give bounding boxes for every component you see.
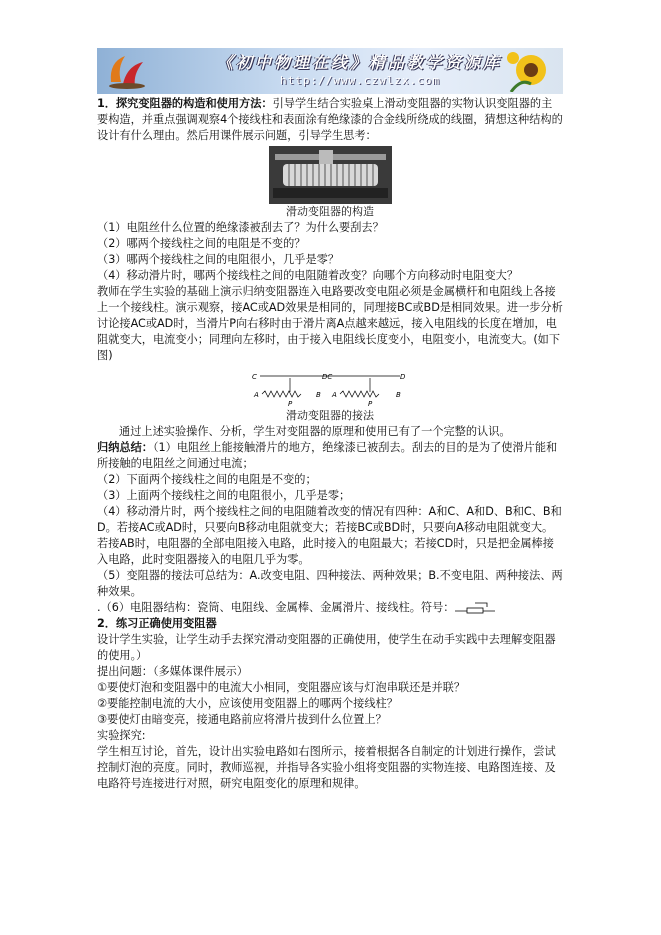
label-a1: A xyxy=(254,391,259,399)
questions-label: 提出问题：（多媒体课件展示） xyxy=(97,665,249,678)
practice-question-1: ①要使灯泡和变阻器中的电流大小相同，变阻器应该与灯泡串联还是并联？ xyxy=(97,681,466,694)
banner-url: http://www.czwlzx.com xyxy=(280,74,441,87)
question-3: （3）哪两个接线柱之间的电阻很小，几乎是零？ xyxy=(97,253,340,266)
sunflower-image xyxy=(501,50,557,92)
rheostat-connection-diagram xyxy=(250,368,410,408)
conclusion-line-5: （5）变阻器的接法可总结为：A.改变电阻、四种接法、两种效果；B.不变电阻、两种接法、两种效果。 xyxy=(97,569,563,598)
lesson-content xyxy=(97,96,563,792)
question-4: （4）移动滑片时，哪两个接线柱之间的电阻随着改变？向哪个方向移动时电阻变大？ xyxy=(97,269,519,282)
site-logo xyxy=(105,52,149,90)
conclusion-line-6 xyxy=(97,600,563,616)
rheostat-symbol-icon xyxy=(455,602,495,614)
fig1-caption: 滑动变阻器的构造 xyxy=(286,205,374,218)
label-p2: P xyxy=(368,400,373,408)
practice-question-3: ③要使灯由暗变亮，接通电路前应将滑片拔到什么位置上？ xyxy=(97,713,387,726)
section1-heading: 1．探究变阻器的构造和使用方法： xyxy=(97,97,273,110)
explore-label: 实验探究: xyxy=(97,729,146,742)
label-p1: P xyxy=(288,400,293,408)
summary-paragraph: 通过上述实验操作、分析，学生对变阻器的原理和使用已有了一个完整的认识。 xyxy=(119,425,511,438)
question-2: （2）哪两个接线柱之间的电阻是不变的？ xyxy=(97,237,306,250)
conclusion-line-2: （2）下面两个接线柱之间的电阻是不变的； xyxy=(97,473,317,486)
conclusion-paragraph xyxy=(97,440,563,472)
banner-title: 《初中物理在线》精品教学资源库 xyxy=(217,53,503,72)
conclusion-line-4: （4）移动滑片时，两个接线柱之间的电阻随着改变的情况有四种：A和C、A和D、B和C、B和D。若接AC或AD时，只要向B移动电阻就变大；若接BC或BD时，只要向A移动电阻就变大。若接AB时，电阻器的全部电阻接入电路，此时接入的电阻最大；若接CD时，只是把金属棒接入电路，此时变阻器接入的电阻几乎为零。 xyxy=(97,505,562,566)
practice-question-2: ②要能控制电流的大小，应该使用变阻器上的哪两个接线柱？ xyxy=(97,697,398,710)
section1-paragraph xyxy=(97,96,563,144)
section2-intro: 设计学生实验，让学生动手去探究滑动变阻器的正确使用，使学生在动手实践中去理解变阻器的使用。） xyxy=(97,633,556,662)
label-dc: DC xyxy=(322,373,333,381)
label-b1: B xyxy=(316,391,321,399)
conclusion-line-1: （1）电阻丝上能接触滑片的地方，绝缘漆已被刮去。刮去的目的是为了使滑片能和所接触的电阻丝之间通过电流； xyxy=(97,441,558,470)
rheostat-photo xyxy=(269,146,392,204)
conclusion-line-3: （3）上面两个接线柱之间的电阻很小，几乎是零； xyxy=(97,489,351,502)
fig2-caption: 滑动变阻器的接法 xyxy=(286,409,374,422)
label-c: C xyxy=(252,373,257,381)
label-a2: A xyxy=(332,391,337,399)
section1-intro: 引导学生结合实验桌上滑动变阻器的实物认识变阻器的主要构造，并重点强调观察4个接线柱和表面涂有绝缘漆的合金线所绕成的线圈，猜想这种结构的设计有什么理由。然后用课件展示问题，引导学生思考： xyxy=(97,97,563,142)
conclusion-label: 归纳总结： xyxy=(97,441,153,454)
explore-paragraph: 学生相互讨论，首先，设计出实验电路如右图所示，接着根据各自制定的计划进行操作，尝试控制灯泡的亮度。同时，教师巡视，并指导各实验小组将变阻器的实物连接、电路图连接、及电路符号连接进行对照，研究电阻变化的原理和规律。 xyxy=(97,745,556,790)
label-d: D xyxy=(400,373,406,381)
label-b2: B xyxy=(396,391,401,399)
demo-paragraph: 教师在学生实验的基础上演示归纳变阻器连入电路要改变电阻必须是金属横杆和电阻线上各接上一个接线柱。演示观察，接AC或AD效果是相同的，同理接BC或BD是相同效果。进一步分析讨论接AC或AD时，当滑片P向右移时由于滑片离A点越来越远，接入电阻线的长度在增加，电阻就变大，电流变小；同理向左移时，由于接入电阻线长度变小，电阻变小，电流变大。(如下图) xyxy=(97,285,563,362)
question-1: （1）电阻丝什么位置的绝缘漆被刮去了？为什么要刮去？ xyxy=(97,221,384,234)
section2-heading: 2．练习正确使用变阻器 xyxy=(97,617,217,630)
structure-text: .（6）电阻器结构：瓷筒、电阻线、金属棒、金属滑片、接线柱。符号： xyxy=(97,601,455,614)
header-banner xyxy=(97,48,563,94)
